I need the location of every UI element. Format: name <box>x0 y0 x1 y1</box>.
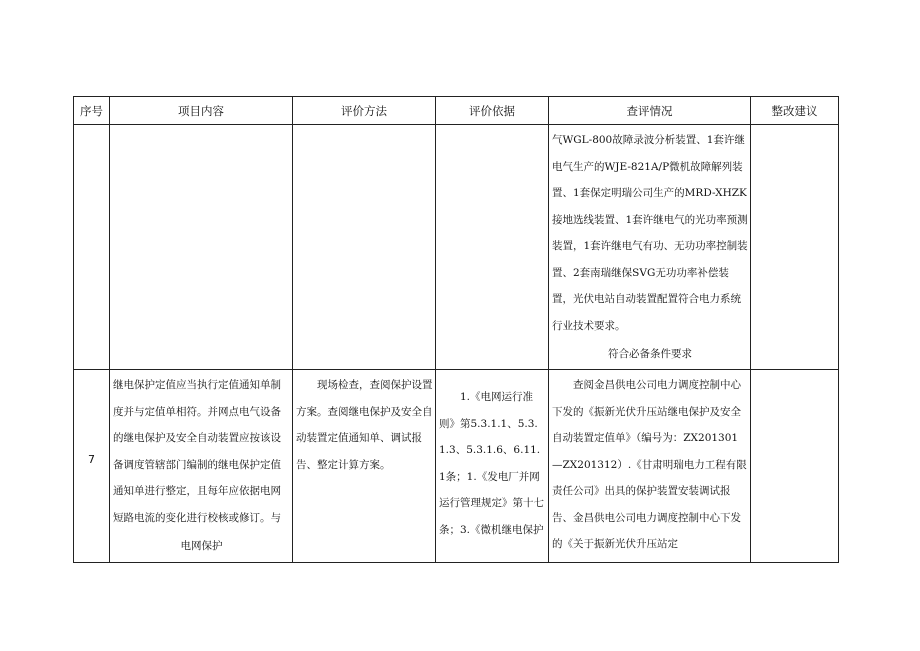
header-situation: 查评情况 <box>549 97 751 125</box>
row-basis <box>436 370 549 563</box>
content-text: 继电保护定值应当执行定值通知单制度并与定值单相符。并网点电气设备的继电保护及安全自动装置应按该设备调度管辖部门编制的继电保护定值通知单进行整定，且每年应依据电网短路电流的变化进行校核或修订。与 <box>113 379 281 524</box>
situation-text: 查阅金昌供电公司电力调度控制中心下发的《振新光伏升压站继电保护及安全自动装置定值单》（编号为：ZX201301—ZX201312）.《甘肃明瑞电力工程有限责任公司》出具的保护装置安装调试报告、金昌供电公司电力调度控制中心下发的《关于振新光伏升压站定 <box>552 379 747 550</box>
basis-text: 1.《电网运行准则》第5.3.1.1、5.3.1.3、5.3.1.6、6.11.1条；1.《发电厂并网运行管理规定》第十七条；3.《微机继电保护 <box>439 391 544 536</box>
row-method <box>293 125 436 370</box>
method-text: 现场检查，查阅保护设置方案。查阅继电保护及安全自动装置定值通知单、调试报告、整定计算方案。 <box>296 379 433 471</box>
header-suggestion: 整改建议 <box>751 97 839 125</box>
table-row <box>74 370 839 563</box>
header-index: 序号 <box>74 97 110 125</box>
row-suggestion <box>751 370 839 563</box>
situation-text: 气WGL-800故障录波分析装置、1套许继电气生产的WJE-821A/P微机故障解列装置、1套保定明瑞公司生产的MRD-XHZK接地选线装置、1套许继电气的光功率预测装置，1套许继电气有功、无功功率控制装置、2套南瑞继保SVG无功功率补偿装置，光伏电站自动装置配置符合电力系统行业技术要求。 <box>552 134 748 332</box>
content-tail: 电网保护 <box>180 540 223 552</box>
row-suggestion <box>751 125 839 370</box>
row-index: 7 <box>74 370 110 563</box>
situation-result: 符合必备条件要求 <box>608 348 692 360</box>
evaluation-table <box>73 96 839 563</box>
row-index <box>74 125 110 370</box>
row-content <box>110 370 293 563</box>
row-situation <box>549 125 751 370</box>
row-method <box>293 370 436 563</box>
header-method: 评价方法 <box>293 97 436 125</box>
table-header-row <box>74 97 839 125</box>
row-basis <box>436 125 549 370</box>
row-situation <box>549 370 751 563</box>
header-basis: 评价依据 <box>436 97 549 125</box>
table-row <box>74 125 839 370</box>
header-content: 项目内容 <box>110 97 293 125</box>
row-content <box>110 125 293 370</box>
